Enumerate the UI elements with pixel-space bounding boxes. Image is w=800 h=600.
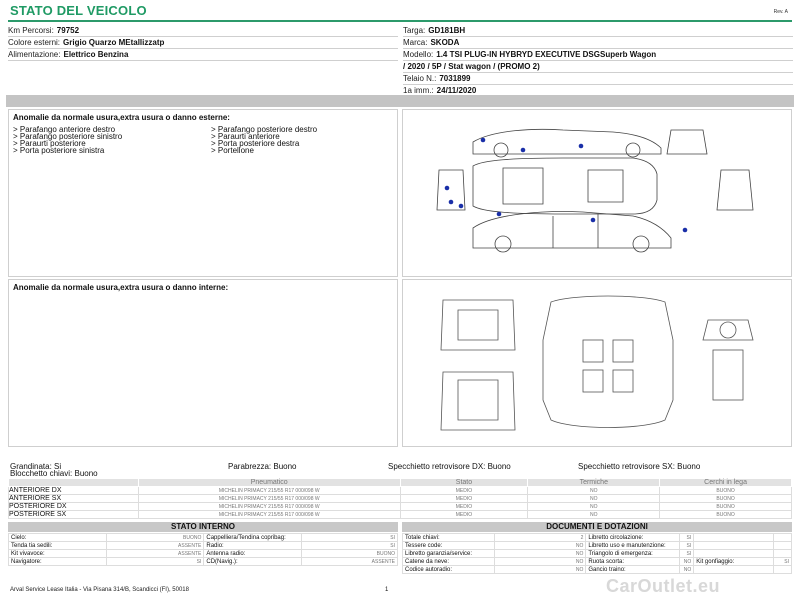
- specchietto-dx-text: Specchietto retrovisore DX: Buono: [388, 462, 511, 471]
- field-value: 2: [494, 534, 585, 542]
- watermark-logo: CarOutlet.eu: [606, 576, 721, 596]
- table-row: [403, 566, 792, 574]
- field-label: Cielo:: [9, 534, 107, 542]
- tyre-cerchi: BUONO: [660, 495, 792, 503]
- wheel-shape: [633, 236, 649, 252]
- info-value: Grigio Quarzo MEtallizzatp: [63, 38, 165, 47]
- seat-shape: [583, 340, 603, 362]
- damage-item: > Porta posteriore destra: [211, 139, 300, 148]
- car-side-bottom-outline: [473, 212, 671, 248]
- title-divider: [8, 20, 792, 22]
- field-value: ASSENTE: [106, 542, 204, 550]
- seat-shape: [458, 380, 498, 420]
- table-header: Termiche: [528, 479, 660, 487]
- interior-top-view: [543, 296, 673, 428]
- damage-marker: [497, 212, 502, 217]
- info-label: Colore esterni:: [8, 38, 61, 47]
- field-label: Ruota scorta:: [586, 558, 680, 566]
- field-value: BUONO: [106, 534, 204, 542]
- field-label: Cappelliera/Tendina copribag:: [204, 534, 302, 542]
- field-value: SI: [774, 558, 792, 566]
- tyres-header-row: [9, 479, 792, 487]
- section-band: [6, 95, 794, 107]
- table-row: [403, 558, 792, 566]
- table-row: [9, 487, 792, 495]
- tyre-stato: MEDIO: [400, 487, 528, 495]
- info-label: Targa:: [403, 26, 426, 35]
- info-label: Telaio N.:: [403, 74, 437, 83]
- field-value: ASSENTE: [302, 558, 398, 566]
- damage-item: > Parafango posteriore destro: [211, 125, 318, 134]
- damage-marker: [481, 138, 486, 143]
- tyre-position: ANTERIORE SX: [9, 495, 139, 503]
- grandinata-text: Grandinata: Si: [10, 462, 62, 471]
- info-value: Elettrico Benzina: [63, 50, 129, 59]
- info-row-modello-cont: [403, 61, 793, 73]
- field-label: Gancio traino:: [586, 566, 680, 574]
- wheel-shape: [495, 236, 511, 252]
- stato-interno-table: [8, 533, 398, 566]
- field-label: Libretto garanzia/service:: [403, 550, 495, 558]
- field-value: [774, 550, 792, 558]
- tyre-model: MICHELIN PRIMACY 215/55 R17 000/098 W: [138, 487, 400, 495]
- damage-marker: [449, 200, 454, 205]
- interior-front-seats: [441, 300, 515, 350]
- tyres-table: [8, 478, 792, 519]
- tyre-termiche: NO: [528, 495, 660, 503]
- info-value: GD181BH: [428, 26, 466, 35]
- table-row: [403, 550, 792, 558]
- field-value: SI: [680, 534, 694, 542]
- interior-diagram-panel: [402, 279, 792, 447]
- revision-label: Rev. A: [773, 9, 788, 15]
- info-label: Marca:: [403, 38, 428, 47]
- seat-shape: [613, 340, 633, 362]
- damage-item: > Parafango posteriore sinistro: [13, 132, 123, 141]
- documenti-title: DOCUMENTI E DOTAZIONI: [402, 522, 792, 532]
- field-label: Libretto uso e manutenzione:: [586, 542, 680, 550]
- info-row-marca: [403, 37, 793, 49]
- field-label: Libretto circolazione:: [586, 534, 680, 542]
- windshield-shape: [503, 168, 543, 204]
- info-row-km: [8, 25, 398, 37]
- field-label: [694, 550, 774, 558]
- field-label: CD(Navig.):: [204, 558, 302, 566]
- tyre-position: ANTERIORE DX: [9, 487, 139, 495]
- table-row: [9, 542, 398, 550]
- field-value: SI: [302, 542, 398, 550]
- tyre-termiche: NO: [528, 511, 660, 519]
- exterior-damage-title: Anomalie da normale usura,extra usura o danno esterne:: [13, 113, 230, 122]
- tyre-model: MICHELIN PRIMACY 215/55 R17 000/098 W: [138, 495, 400, 503]
- damage-marker: [521, 148, 526, 153]
- car-exterior-diagram: [403, 110, 791, 276]
- damage-column: [211, 126, 411, 154]
- footer-address: Arval Service Lease Italia - Via Pisana 314/B, Scandicci (FI), 50018: [10, 587, 189, 593]
- vehicle-info-left: [8, 25, 398, 61]
- field-value: [774, 566, 792, 574]
- specchietto-sx-text: Specchietto retrovisore SX: Buono: [578, 462, 701, 471]
- field-value: NO: [680, 566, 694, 574]
- car-rear-view: [717, 170, 753, 210]
- seat-shape: [613, 370, 633, 392]
- page-title: STATO DEL VEICOLO: [10, 3, 147, 18]
- interior-damage-title: Anomalie da normale usura,extra usura o danno interne:: [13, 283, 229, 292]
- damage-marker: [445, 186, 450, 191]
- table-row: [9, 495, 792, 503]
- seat-shape: [458, 310, 498, 340]
- field-label: Kit gonfiaggio:: [694, 558, 774, 566]
- field-value: SI: [680, 542, 694, 550]
- damage-item: > Portellone: [211, 146, 254, 155]
- table-row: [9, 503, 792, 511]
- field-value: NO: [494, 566, 585, 574]
- table-header: [9, 479, 139, 487]
- field-value: NO: [494, 558, 585, 566]
- info-label: Km Percorsi:: [8, 26, 54, 35]
- field-label: Tenda tia sedili:: [9, 542, 107, 550]
- tyre-cerchi: BUONO: [660, 503, 792, 511]
- exterior-damage-text-panel: [8, 109, 398, 277]
- damage-marker: [591, 218, 596, 223]
- field-label: Kit vivavoce:: [9, 550, 107, 558]
- tyre-position: POSTERIORE DX: [9, 503, 139, 511]
- field-value: ASSENTE: [106, 550, 204, 558]
- seat-shape: [583, 370, 603, 392]
- table-row: [9, 550, 398, 558]
- wheel-shape: [626, 143, 640, 157]
- rear-window-shape: [588, 170, 623, 202]
- field-value: [774, 542, 792, 550]
- vehicle-info-right: [403, 25, 793, 97]
- info-value: 24/11/2020: [436, 86, 477, 95]
- field-value: NO: [680, 558, 694, 566]
- field-label: Radio:: [204, 542, 302, 550]
- field-label: Tessere code:: [403, 542, 495, 550]
- field-value: SI: [106, 558, 204, 566]
- table-header: Stato: [400, 479, 528, 487]
- field-label: [694, 566, 774, 574]
- damage-item: > Porta posteriore sinistra: [13, 146, 105, 155]
- steering-wheel-shape: [720, 322, 736, 338]
- field-value: NO: [494, 542, 585, 550]
- info-row-alimentazione: [8, 49, 398, 61]
- damage-column: [13, 126, 213, 154]
- field-label: Triangolo di emergenza:: [586, 550, 680, 558]
- field-label: [694, 534, 774, 542]
- tyre-termiche: NO: [528, 503, 660, 511]
- info-value: 1.4 TSI PLUG-IN HYBRYD EXECUTIVE DSGSuperb Wagon: [436, 50, 657, 59]
- info-label: 1a imm.:: [403, 86, 434, 95]
- exterior-diagram-panel: [402, 109, 792, 277]
- field-value: NO: [494, 550, 585, 558]
- damage-marker: [683, 228, 688, 233]
- info-row-telaio: [403, 73, 793, 85]
- parabrezza-text: Parabrezza: Buono: [228, 462, 297, 471]
- blocchetto-chiavi-text: Blocchetto chiavi: Buono: [10, 469, 98, 478]
- field-label: Catene da neve:: [403, 558, 495, 566]
- wheel-shape: [494, 143, 508, 157]
- table-row: [9, 511, 792, 519]
- interior-damage-text-panel: [8, 279, 398, 447]
- documenti-table: [402, 533, 792, 574]
- car-rear-small: [667, 130, 707, 154]
- table-row: [403, 542, 792, 550]
- info-row-colore: [8, 37, 398, 49]
- tyre-stato: MEDIO: [400, 495, 528, 503]
- center-console-shape: [713, 350, 743, 400]
- dashboard-shape: [703, 320, 753, 340]
- tyre-stato: MEDIO: [400, 511, 528, 519]
- damage-item: > Paraurti anteriore: [211, 132, 280, 141]
- table-header: Pneumatico: [138, 479, 400, 487]
- car-side-top-outline: [473, 129, 661, 154]
- car-interior-diagram: [403, 280, 791, 446]
- field-label: Antenna radio:: [204, 550, 302, 558]
- tyre-position: POSTERIORE SX: [9, 511, 139, 519]
- tyre-model: MICHELIN PRIMACY 215/55 R17 000/098 W: [138, 511, 400, 519]
- tyre-termiche: NO: [528, 487, 660, 495]
- damage-item: > Parafango anteriore destro: [13, 125, 116, 134]
- tyre-stato: MEDIO: [400, 503, 528, 511]
- table-header: Cerchi in lega: [660, 479, 792, 487]
- stato-interno-title: STATO INTERNO: [8, 522, 398, 532]
- damage-marker: [459, 204, 464, 209]
- field-label: Codice autoradio:: [403, 566, 495, 574]
- field-value: BUONO: [302, 550, 398, 558]
- field-label: Navigatore:: [9, 558, 107, 566]
- field-label: [694, 542, 774, 550]
- tyre-cerchi: BUONO: [660, 511, 792, 519]
- field-label: Totale chiavi:: [403, 534, 495, 542]
- table-row: [9, 558, 398, 566]
- info-row-targa: [403, 25, 793, 37]
- info-value: 7031899: [439, 74, 471, 83]
- info-label: Modello:: [403, 50, 434, 59]
- field-value: SI: [302, 534, 398, 542]
- damage-marker: [579, 144, 584, 149]
- car-top-view: [473, 158, 657, 214]
- page-number: 1: [385, 587, 389, 593]
- tyre-cerchi: BUONO: [660, 487, 792, 495]
- table-row: [403, 534, 792, 542]
- info-value: 79752: [56, 26, 80, 35]
- table-row: [9, 534, 398, 542]
- damage-item: > Paraurti posteriore: [13, 139, 86, 148]
- interior-rear-seats: [441, 372, 515, 430]
- field-value: [774, 534, 792, 542]
- info-row-modello: [403, 49, 793, 61]
- info-value: SKODA: [430, 38, 460, 47]
- tyre-model: MICHELIN PRIMACY 215/55 R17 000/098 W: [138, 503, 400, 511]
- info-label: Alimentazione:: [8, 50, 61, 59]
- info-value: / 2020 / 5P / Stat wagon / (PROMO 2): [403, 62, 540, 71]
- field-value: SI: [680, 550, 694, 558]
